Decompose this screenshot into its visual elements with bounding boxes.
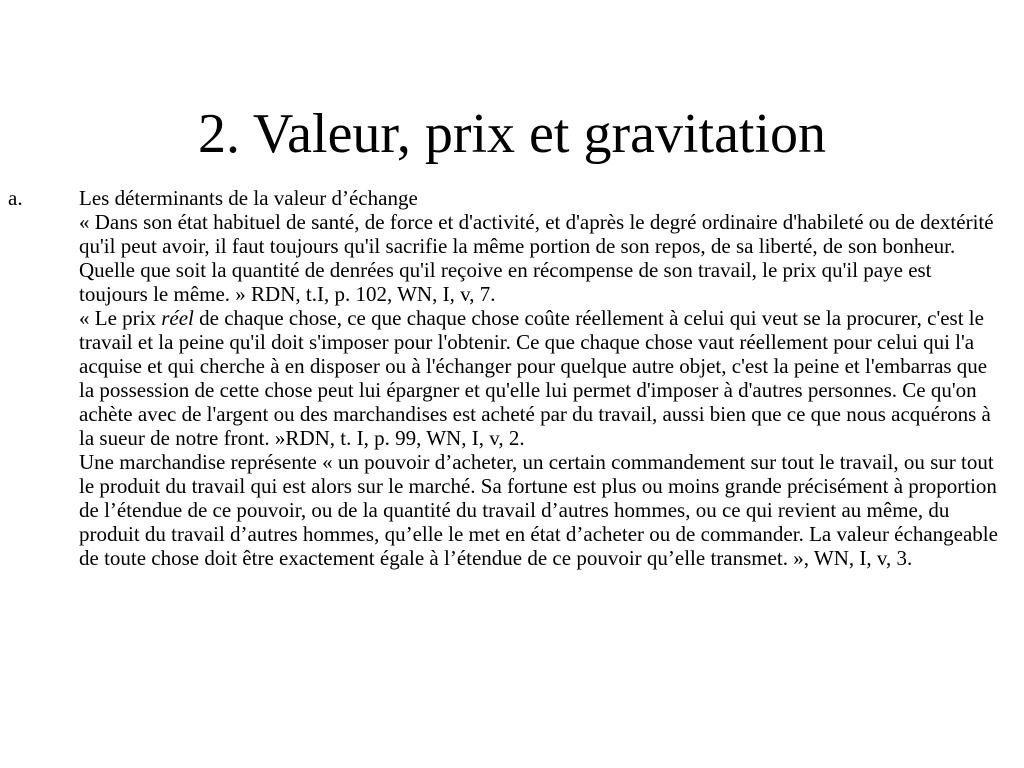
- list-marker: a.: [8, 186, 23, 210]
- quote-paragraph-2-start: « Le prix: [79, 306, 162, 330]
- quote-paragraph-2: [79, 306, 999, 450]
- quote-paragraph-1: « Dans son état habituel de santé, de force et d'activité, et d'après le degré ordinaire d'habileté ou de dextérité qu'il peut avoir, il faut toujours qu'il sacrifie la même portion de son repos, de sa liberté, de son bonheur. Quelle que soit la quantité de denrées qu'il reçoive en récompense de son travail, le prix qu'il paye est toujours le même. » RDN, t.I, p. 102, WN, I, v, 7.: [79, 210, 994, 306]
- quote-paragraph-2-rest: de chaque chose, ce que chaque chose coûte réellement à celui qui veut se la procurer, c'est le travail et la peine qu'il doit s'imposer pour l'obtenir. Ce que chaque chose vaut réellement pour celui qui l'a acquise et qui cherche à en disposer ou à l'échanger pour quelque autre objet, c'est la peine et l'embarras que la possession de cette chose peut lui épargner et qu'elle lui permet d'imposer à d'autres personnes. Ce qu'on achète avec de l'argent ou des marchandises est acheté par du travail, aussi bien que ce que nous acquérons à la sueur de notre front. »RDN, t. I, p. 99, WN, I, v, 2.: [79, 306, 991, 450]
- slide-title: 2. Valeur, prix et gravitation: [197, 103, 827, 165]
- section-heading: Les déterminants de la valeur d’échange: [79, 186, 418, 210]
- quote-paragraph-3: Une marchandise représente « un pouvoir d’acheter, un certain commandement sur tout le travail, ou sur tout le produit du travail qui est alors sur le marché. Sa fortune est plus ou moins grande précisément à proportion de l’étendue de ce pouvoir, ou de la quantité du travail d’autres hommes, ou ce qui revient au même, du produit du travail d’autres hommes, qu’elle le met en état d’acheter ou de commander. La valeur échangeable de toute chose doit être exactement égale à l’étendue de ce pouvoir qu’elle transmet. », WN, I, v, 3.: [79, 450, 998, 570]
- emphasis-reel: réel: [161, 306, 194, 330]
- content-block: [79, 186, 999, 570]
